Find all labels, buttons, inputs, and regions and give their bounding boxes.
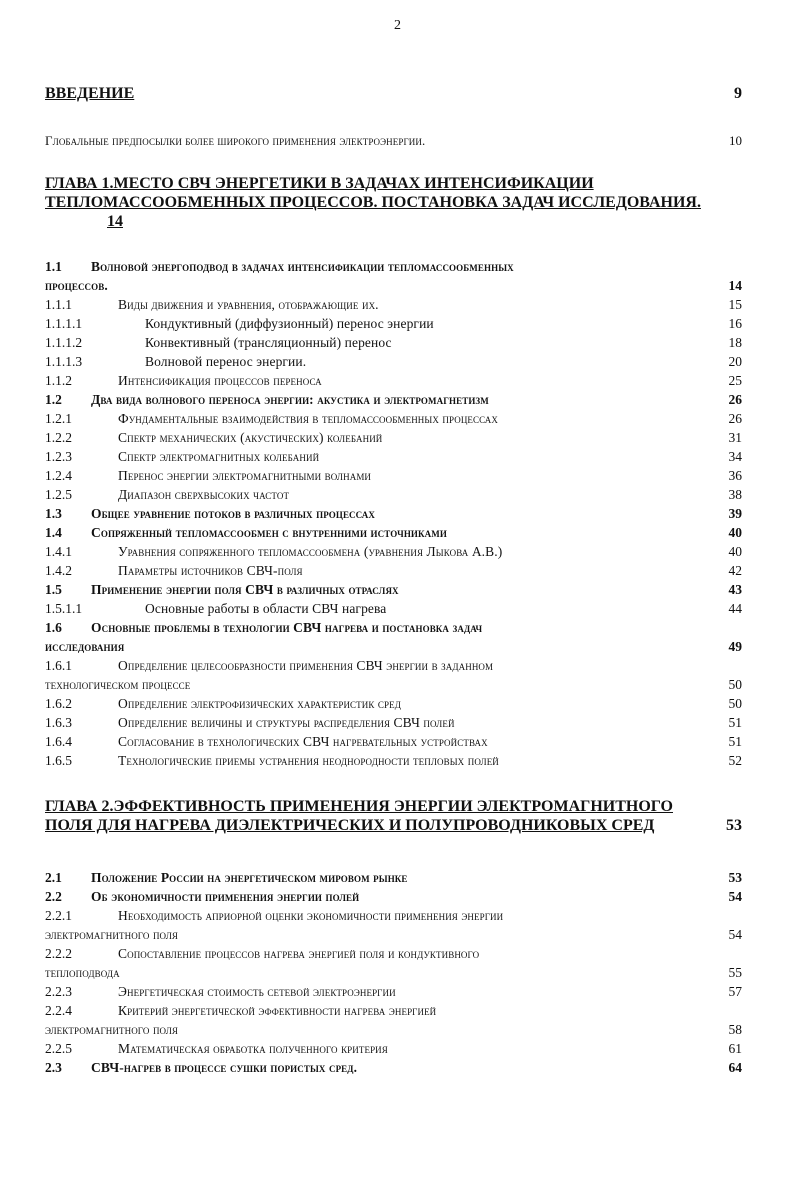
toc-number: 1.6.4: [45, 734, 72, 749]
toc-number: 1.3: [45, 506, 62, 521]
toc-entry[interactable]: [45, 1058, 742, 1077]
toc-title: Положение России на энергетическом мировом рынке: [91, 870, 408, 885]
toc-global-title: Глобальные предпосылки более широкого применения электроэнергии.: [45, 133, 426, 148]
toc-page: 51: [728, 715, 742, 730]
toc-title: Перенос энергии электромагнитными волнами: [118, 468, 372, 483]
toc-number: 2.2.3: [45, 984, 72, 999]
toc-number: 1.2.3: [45, 449, 72, 464]
toc-intro-title: ВВЕДЕНИЕ: [45, 85, 135, 102]
toc-entry-2-2-1[interactable]: [45, 906, 742, 925]
toc-title: Энергетическая стоимость сетевой электроэнергии: [118, 984, 396, 999]
toc-title-line: Необходимость априорной оценки экономичности применения энергии: [118, 908, 504, 923]
toc-number: 1.1.1.2: [45, 335, 83, 350]
toc-number: 1.2.2: [45, 430, 72, 445]
toc-page: 58: [728, 1022, 742, 1037]
toc-number: 2.2.1: [45, 908, 72, 923]
toc-title: Фундаментальные взаимодействия в тепломассообменных процессах: [118, 411, 498, 426]
toc-entry[interactable]: [45, 868, 742, 887]
toc-number: 1.6.5: [45, 753, 72, 768]
toc-title-line: Критерий энергетической эффективности нагрева энергией: [118, 1003, 437, 1018]
toc-entry-2-2-4[interactable]: [45, 1001, 742, 1020]
toc-title: Применение энергии поля СВЧ в различных отраслях: [91, 582, 399, 597]
toc-page: 40: [728, 544, 742, 559]
toc-page: 26: [728, 392, 742, 407]
toc-page: 61: [728, 1041, 742, 1056]
toc-number: 1.4.1: [45, 544, 72, 559]
toc-number: 1.5: [45, 582, 62, 597]
toc-page: 53: [728, 870, 742, 885]
toc-entry-1-6[interactable]: [45, 618, 742, 637]
toc-number: 1.1.1: [45, 297, 72, 312]
toc-entry[interactable]: [45, 561, 742, 580]
chapter-1-page: [45, 212, 742, 231]
toc-title-line: Волновой энергоподвод в задачах интенсификации тепломассообменных: [91, 259, 514, 274]
toc-number: 1.1: [45, 259, 62, 274]
toc-entry[interactable]: [45, 504, 742, 523]
toc-entry-1-1[interactable]: [45, 257, 742, 276]
toc-title: Спектр механических (акустических) колебаний: [118, 430, 383, 445]
toc-page: 64: [728, 1060, 742, 1075]
toc-title-line: исследования: [45, 639, 125, 654]
toc-entry-2-2-2[interactable]: [45, 944, 742, 963]
toc-entry[interactable]: [45, 732, 742, 751]
toc-title: Об экономичности применения энергии полей: [91, 889, 360, 904]
toc-page: 40: [728, 525, 742, 540]
toc-entry-1-6-1[interactable]: [45, 656, 742, 675]
toc-entry[interactable]: [45, 333, 742, 352]
toc-page: 52: [728, 753, 742, 768]
toc-title: Волновой перенос энергии.: [145, 354, 307, 369]
toc-entry[interactable]: [45, 751, 742, 770]
toc-page: 18: [728, 335, 742, 350]
toc-page: 15: [728, 297, 742, 312]
toc-title-line: Основные проблемы в технологии СВЧ нагрева и постановка задач: [91, 620, 483, 635]
toc-title: Математическая обработка полученного критерия: [118, 1041, 388, 1056]
toc-number: 1.6.3: [45, 715, 72, 730]
toc-number: 1.4.2: [45, 563, 72, 578]
toc-number: 1.2: [45, 392, 62, 407]
toc-page: 14: [728, 278, 742, 293]
chapter-1-line-2: ТЕПЛОМАССООБМЕННЫХ ПРОЦЕССОВ. ПОСТАНОВКА ЗАДАЧ ИССЛЕДОВАНИЯ.: [45, 194, 701, 211]
toc-number: 1.4: [45, 525, 62, 540]
toc-chapter-2[interactable]: [45, 797, 742, 835]
chapter-2-line-1: ГЛАВА 2.ЭФФЕКТИВНОСТЬ ПРИМЕНЕНИЯ ЭНЕРГИИ ЭЛЕКТРОМАГНИТНОГО: [45, 798, 673, 815]
toc-entry-1-6-cont[interactable]: [45, 637, 742, 656]
toc-entry[interactable]: [45, 694, 742, 713]
toc-entry[interactable]: [45, 523, 742, 542]
toc-page: 26: [728, 411, 742, 426]
toc-entry[interactable]: [45, 295, 742, 314]
toc-page: 57: [728, 984, 742, 999]
toc-entry[interactable]: [45, 409, 742, 428]
chapter-2-page: 53: [726, 817, 742, 834]
toc-entry-2-2-2-cont[interactable]: [45, 963, 742, 982]
toc-number: 2.2.5: [45, 1041, 72, 1056]
toc-page: 16: [728, 316, 742, 331]
toc-title-line: электромагнитного поля: [45, 927, 179, 942]
toc-entry-2-2-4-cont[interactable]: [45, 1020, 742, 1039]
toc-title-line: Сопоставление процессов нагрева энергией поля и кондуктивного: [118, 946, 480, 961]
toc-entry[interactable]: [45, 599, 742, 618]
toc-number: 1.2.1: [45, 411, 72, 426]
toc-title-line: Определение целесообразности применения СВЧ энергии в заданном: [118, 658, 494, 673]
toc-page: 51: [728, 734, 742, 749]
toc-title: Общее уравнение потоков в различных процессах: [91, 506, 375, 521]
toc-page: 25: [728, 373, 742, 388]
toc-title: Диапазон сверхвысоких частот: [118, 487, 290, 502]
toc-number: 2.3: [45, 1060, 62, 1075]
toc-title: Конвективный (трансляционный) перенос: [145, 335, 392, 350]
toc-number: 1.6.1: [45, 658, 72, 673]
toc-entry[interactable]: [45, 580, 742, 599]
toc-title: Виды движения и уравнения, отображающие их.: [118, 297, 379, 312]
toc-entry[interactable]: [45, 371, 742, 390]
toc-entry[interactable]: [45, 982, 742, 1001]
toc-page: 38: [728, 487, 742, 502]
toc-number: 1.1.1.1: [45, 316, 83, 331]
toc-number: 2.2.2: [45, 946, 72, 961]
toc-page: 55: [728, 965, 742, 980]
toc-entry[interactable]: [45, 352, 742, 371]
toc-page: 49: [728, 639, 742, 654]
toc-entry-2-2-1-cont[interactable]: [45, 925, 742, 944]
toc-page: 20: [728, 354, 742, 369]
toc-page: 50: [728, 677, 742, 692]
toc-page: 44: [728, 601, 742, 616]
toc-page: 42: [728, 563, 742, 578]
toc-page: 43: [728, 582, 742, 597]
toc-number: 2.2.4: [45, 1003, 72, 1018]
toc-page: 54: [728, 889, 742, 904]
toc-entry[interactable]: [45, 466, 742, 485]
chapter-1-page-value: 14: [107, 213, 123, 230]
toc-entry[interactable]: [45, 428, 742, 447]
toc-title: Основные работы в области СВЧ нагрева: [145, 601, 387, 616]
toc-title: СВЧ-нагрев в процессе сушки пористых сред.: [91, 1060, 358, 1075]
toc-chapter-1[interactable]: [45, 174, 742, 231]
toc-page: 54: [728, 927, 742, 942]
toc-number: 1.1.1.3: [45, 354, 83, 369]
toc-title-line: технологическом процессе: [45, 677, 191, 692]
toc-number: 2.1: [45, 870, 62, 885]
toc-title: Спектр электромагнитных колебаний: [118, 449, 320, 464]
toc-title: Определение величины и структуры распределения СВЧ полей: [118, 715, 455, 730]
toc-title: Технологические приемы устранения неоднородности тепловых полей: [118, 753, 499, 768]
toc-intro[interactable]: [45, 84, 742, 103]
table-of-contents: [45, 84, 742, 1077]
toc-intro-page: 9: [734, 85, 742, 102]
page-number: 2: [394, 18, 401, 33]
chapter-2-line-2: ПОЛЯ ДЛЯ НАГРЕВА ДИЭЛЕКТРИЧЕСКИХ И ПОЛУПРОВОДНИКОВЫХ СРЕД: [45, 817, 655, 834]
toc-page: 31: [728, 430, 742, 445]
toc-title: Интенсификация процессов переноса: [118, 373, 322, 388]
toc-title: Уравнения сопряженного тепломассообмена (уравнения Лыкова А.В.): [118, 544, 503, 559]
toc-number: 1.2.5: [45, 487, 72, 502]
toc-entry[interactable]: [45, 887, 742, 906]
toc-entry-1-1-cont[interactable]: [45, 276, 742, 295]
toc-entry[interactable]: [45, 485, 742, 504]
toc-title: Сопряженный тепломассообмен с внутренними источниками: [91, 525, 447, 540]
toc-entry[interactable]: [45, 447, 742, 466]
toc-title: Параметры источников СВЧ-поля: [118, 563, 303, 578]
toc-number: 2.2: [45, 889, 62, 904]
chapter-1-line-1: ГЛАВА 1.МЕСТО СВЧ ЭНЕРГЕТИКИ В ЗАДАЧАХ ИНТЕНСИФИКАЦИИ: [45, 175, 594, 192]
toc-title-line: электромагнитного поля: [45, 1022, 179, 1037]
toc-number: 1.2.4: [45, 468, 72, 483]
toc-page: 50: [728, 696, 742, 711]
toc-title: Два вида волнового переноса энергии: акустика и электромагнетизм: [91, 392, 489, 407]
toc-title: Определение электрофизических характеристик сред: [118, 696, 401, 711]
toc-title: Согласование в технологических СВЧ нагревательных устройствах: [118, 734, 488, 749]
toc-number: 1.1.2: [45, 373, 72, 388]
toc-page: 36: [728, 468, 742, 483]
toc-entry[interactable]: [45, 1039, 742, 1058]
toc-number: 1.6: [45, 620, 62, 635]
toc-entry[interactable]: [45, 713, 742, 732]
toc-entry[interactable]: [45, 390, 742, 409]
toc-title-line: процессов.: [45, 278, 108, 293]
toc-title: Кондуктивный (диффузионный) перенос энергии: [145, 316, 434, 331]
toc-global[interactable]: [45, 131, 742, 150]
toc-global-page: 10: [729, 133, 742, 148]
toc-entry[interactable]: [45, 314, 742, 333]
toc-page: 34: [728, 449, 742, 464]
toc-entry-1-6-1-cont[interactable]: [45, 675, 742, 694]
toc-entry[interactable]: [45, 542, 742, 561]
toc-page: 39: [728, 506, 742, 521]
toc-number: 1.6.2: [45, 696, 72, 711]
toc-number: 1.5.1.1: [45, 601, 83, 616]
toc-title-line: теплоподвода: [45, 965, 120, 980]
